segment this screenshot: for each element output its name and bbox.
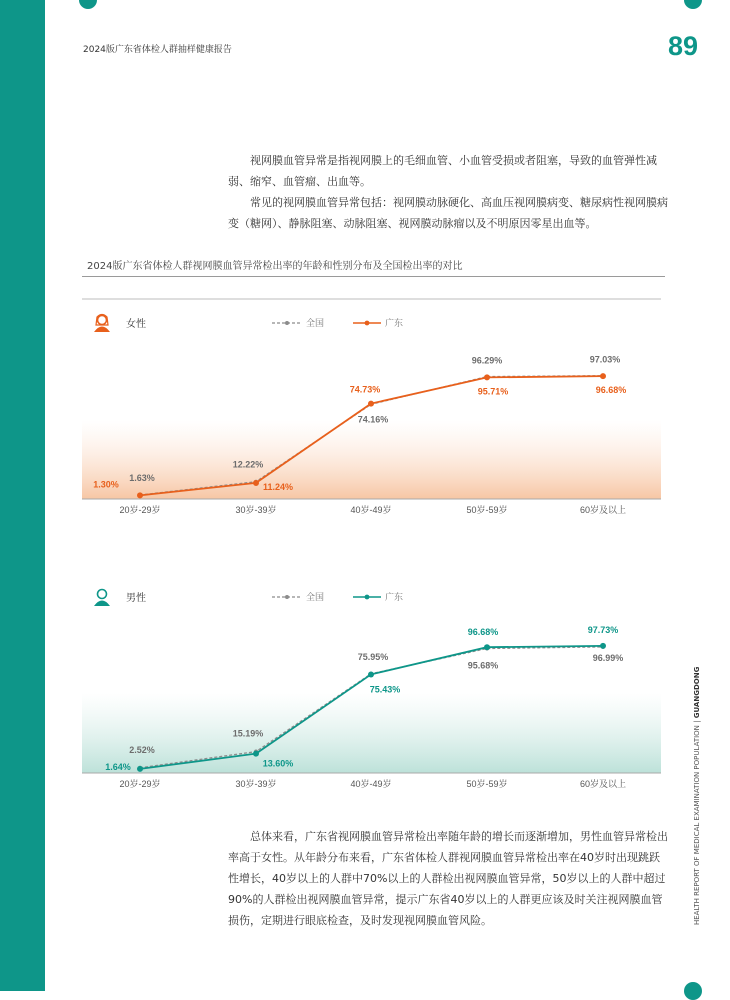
page-number: 89 xyxy=(668,31,699,61)
male-legend-national-label: 全国 xyxy=(306,592,325,602)
female-guangdong-data-label: 1.30% xyxy=(93,479,119,490)
female-national-data-label: 74.16% xyxy=(357,414,389,425)
intro-paragraph-1: 视网膜血管异常是指视网膜上的毛细血管、小血管受损或者阻塞，导致的血管弹性减弱、缩窄、血管瘤、出血等。 xyxy=(228,154,657,188)
female-x-tick-label: 60岁及以上 xyxy=(579,505,627,515)
male-legend-guangdong-marker xyxy=(365,595,370,600)
male-guangdong-data-label: 96.68% xyxy=(467,627,499,638)
female-legend-national-label: 全国 xyxy=(306,318,325,328)
male-national-data-label: 96.99% xyxy=(592,652,624,663)
side-vertical-text xyxy=(693,667,701,925)
female-icon-head xyxy=(98,316,107,325)
male-national-data-label: 95.68% xyxy=(467,660,499,671)
female-x-tick-label: 50岁-59岁 xyxy=(466,505,508,515)
male-icon-body xyxy=(94,601,110,607)
male-guangdong-data-label: 75.43% xyxy=(369,684,401,695)
female-guangdong-data-label: 74.73% xyxy=(349,384,381,395)
female-national-data-label: 97.03% xyxy=(589,354,621,365)
male-x-tick-label: 60岁及以上 xyxy=(579,779,627,789)
female-guangdong-data-label: 11.24% xyxy=(262,481,294,492)
male-background-band xyxy=(82,693,661,773)
female-x-tick-label: 40岁-49岁 xyxy=(350,505,392,515)
female-legend-guangdong-label: 广东 xyxy=(385,318,404,328)
male-panel-label: 男性 xyxy=(126,593,146,604)
male-guangdong-point xyxy=(600,643,606,649)
male-guangdong-point xyxy=(484,644,490,650)
male-guangdong-point xyxy=(137,766,143,772)
female-icon xyxy=(94,315,110,333)
female-guangdong-point xyxy=(600,373,606,379)
male-x-tick-label: 50岁-59岁 xyxy=(466,779,508,789)
male-x-tick-label: 20岁-29岁 xyxy=(119,779,161,789)
male-legend-national-marker xyxy=(285,595,289,599)
female-panel-label: 女性 xyxy=(126,319,146,330)
female-national-data-label: 12.22% xyxy=(232,459,264,470)
male-guangdong-data-label: 1.64% xyxy=(105,761,131,772)
female-guangdong-point xyxy=(368,401,374,407)
conclusion-text: 总体来看，广东省视网膜血管异常检出率随年龄的增长而逐渐增加，男性血管异常检出率高于女性。从年龄分布来看，广东省体检人群视网膜血管异常检出率在40岁时出现跳跃性增长，40岁以上的人群中70%以上的人群检出视网膜血管异常，50岁以上的人群中超过90%的人群检出视网膜血管异常，提示广东省40岁以上的人群更应该及时关注视网膜血管损伤，定期进行眼底检查，及时发现视网膜血管风险。 xyxy=(228,830,668,927)
female-guangdong-point xyxy=(253,480,259,486)
male-guangdong-data-label: 13.60% xyxy=(262,758,294,769)
female-legend-national-marker xyxy=(285,321,289,325)
female-guangdong-point xyxy=(484,374,490,380)
report-title: 2024版广东省体检人群抽样健康报告 xyxy=(83,45,232,55)
male-national-data-label: 75.95% xyxy=(357,651,389,662)
male-icon xyxy=(94,590,110,607)
male-national-data-label: 2.52% xyxy=(129,744,155,755)
male-x-tick-label: 30岁-39岁 xyxy=(235,779,277,789)
male-icon-head xyxy=(98,590,107,599)
intro-paragraph-2: 常见的视网膜血管异常包括：视网膜动脉硬化、高血压视网膜病变、糖尿病性视网膜病变（糖网）、静脉阻塞、动脉阻塞、视网膜动脉瘤以及不明原因零星出血等。 xyxy=(228,196,668,230)
male-x-tick-label: 40岁-49岁 xyxy=(350,779,392,789)
female-x-tick-label: 30岁-39岁 xyxy=(235,505,277,515)
section-title: 2024版广东省体检人群视网膜血管异常检出率的年龄和性别分布及全国检出率的对比 xyxy=(87,261,463,272)
female-background-band xyxy=(82,420,661,499)
male-guangdong-point xyxy=(368,671,374,677)
female-legend-guangdong-marker xyxy=(365,321,370,326)
female-guangdong-point xyxy=(137,492,143,498)
side-text-bold: GUANGDONG xyxy=(693,666,701,719)
female-guangdong-data-label: 95.71% xyxy=(477,386,509,397)
male-legend-guangdong-label: 广东 xyxy=(385,592,404,602)
male-guangdong-data-label: 97.73% xyxy=(587,624,619,635)
side-text-prefix: HEALTH REPORT OF MEDICAL EXAMINATION POPULATION | xyxy=(693,718,701,925)
female-guangdong-data-label: 96.68% xyxy=(595,385,627,396)
female-x-tick-label: 20岁-29岁 xyxy=(119,505,161,515)
female-icon-body xyxy=(94,327,110,333)
female-national-data-label: 1.63% xyxy=(129,472,155,483)
male-guangdong-point xyxy=(253,751,259,757)
female-national-data-label: 96.29% xyxy=(471,355,503,366)
male-national-data-label: 15.19% xyxy=(232,728,264,739)
